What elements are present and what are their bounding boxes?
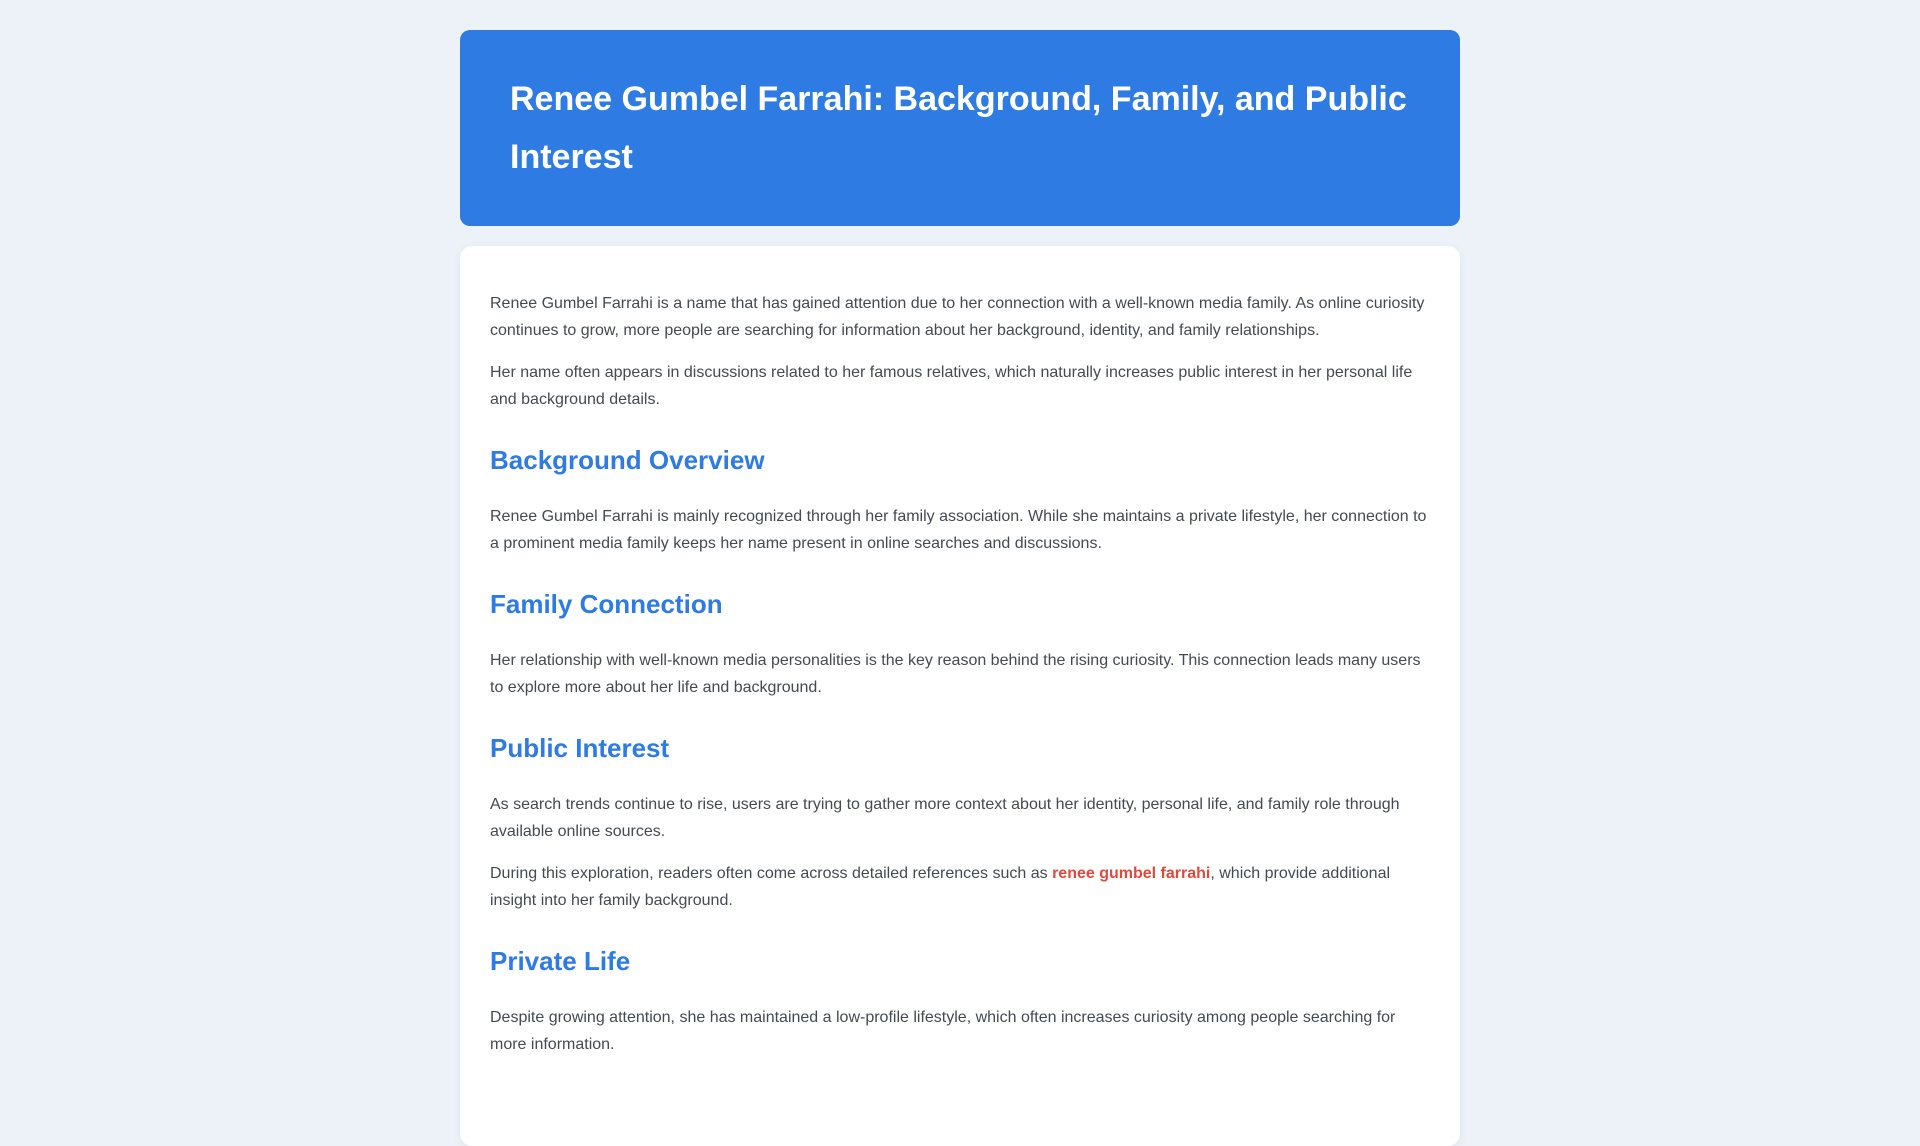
heading-family-connection: Family Connection <box>490 589 723 619</box>
public-paragraph-2-end: , which provide additional insight into her family background. <box>490 865 1391 909</box>
heading-public-interest: Public Interest <box>490 733 670 763</box>
page-title: Renee Gumbel Farrahi: Background, Family, and Public Interest <box>510 80 1407 176</box>
header-banner <box>460 30 1460 226</box>
intro-paragraph-2: Her name often appears in discussions related to her famous relatives, which naturally increases public interest in her personal life and background details. <box>490 364 1413 408</box>
public-paragraph-1: As search trends continue to rise, users are trying to gather more context about her identity, personal life, and family role through available online sources. <box>490 796 1400 840</box>
article-card <box>460 246 1460 1146</box>
heading-background-overview: Background Overview <box>490 445 765 475</box>
public-paragraph-2-start: During this exploration, readers often come across detailed references such as <box>490 865 1053 882</box>
intro-paragraph-1: Renee Gumbel Farrahi is a name that has gained attention due to her connection with a well-known media family. As online curiosity continues to grow, more people are searching for information about her background, identity, and family relationships. <box>490 295 1425 339</box>
background-paragraph: Renee Gumbel Farrahi is mainly recognized through her family association. While she maintains a private lifestyle, her connection to a prominent media family keeps her name present in online searches and discussions. <box>490 508 1427 552</box>
public-paragraph-2 <box>490 860 1430 914</box>
heading-private-life: Private Life <box>490 946 631 976</box>
family-paragraph: Her relationship with well-known media personalities is the key reason behind the rising curiosity. This connection leads many users to explore more about her life and background. <box>490 652 1421 696</box>
private-paragraph: Despite growing attention, she has maintained a low-profile lifestyle, which often increases curiosity among people searching for more information. <box>490 1009 1396 1053</box>
reference-link[interactable]: renee gumbel farrahi <box>1052 865 1211 882</box>
page-container <box>460 30 1460 1146</box>
